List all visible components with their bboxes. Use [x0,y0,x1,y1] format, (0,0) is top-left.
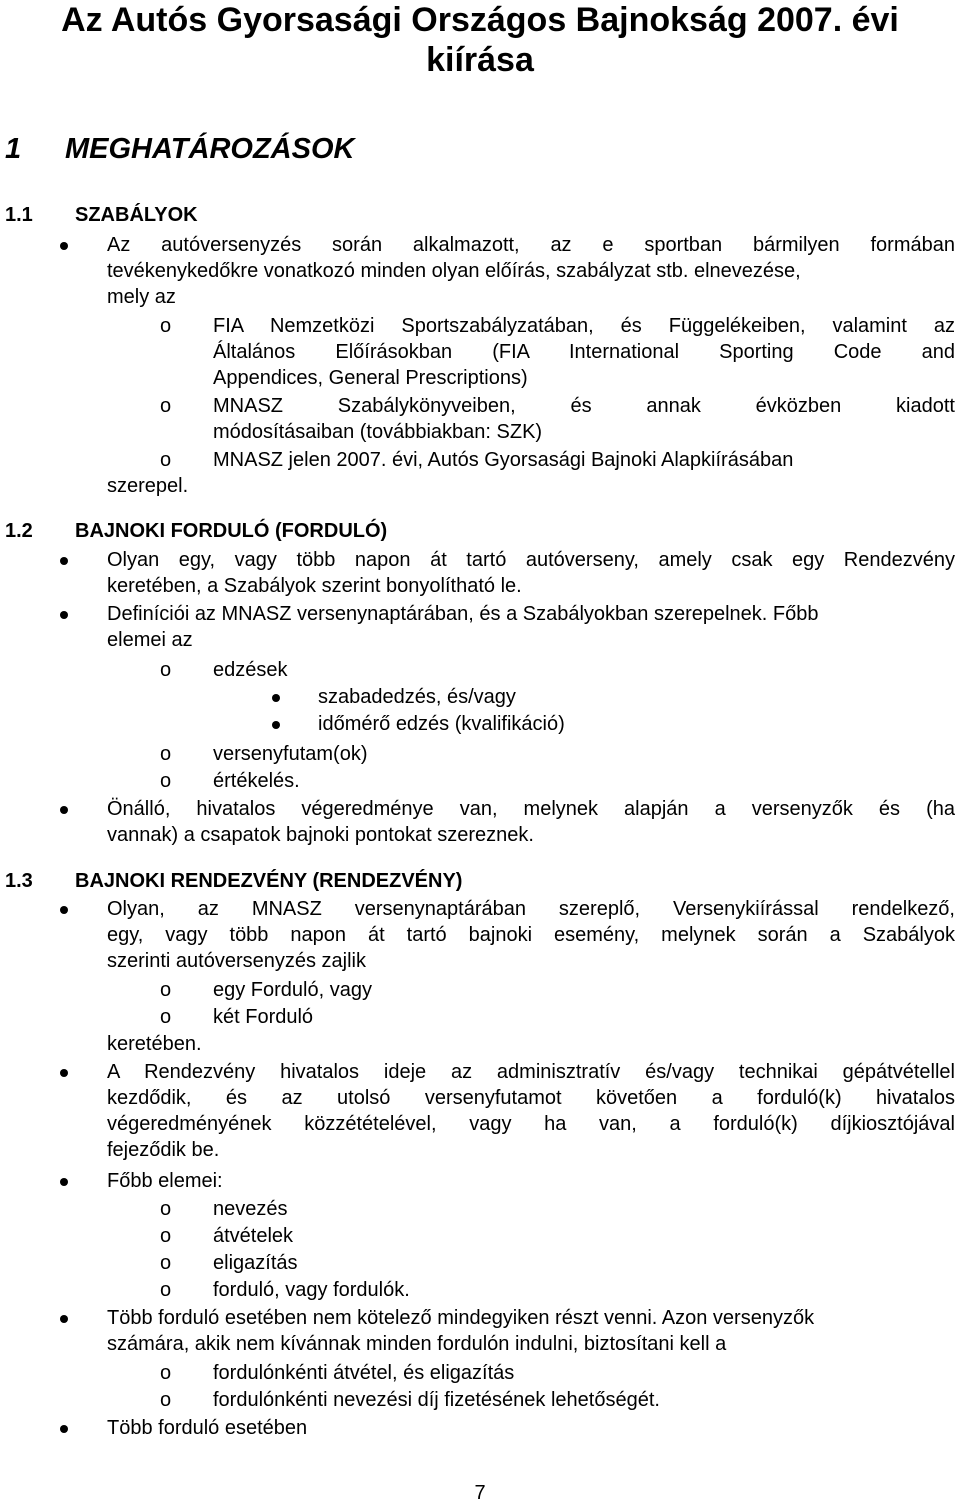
bullet-icon [60,557,68,565]
title-line-1: Az Autós Gyorsasági Országos Bajnokság 2007. évi [61,1,899,39]
bullet-icon [272,721,280,729]
bullet-icon [60,1178,68,1186]
section-title: SZABÁLYOK [75,204,198,226]
circle-bullet-icon: o [160,395,172,417]
paragraph-line: Több forduló esetében nem kötelező mindegyiken részt venni. Azon versenyzők [107,1307,815,1329]
bullet-icon [60,906,68,914]
bullet-icon [60,806,68,814]
paragraph-line: fejeződik be. [107,1139,220,1161]
section-number: 1.2 [5,520,33,542]
section-1-2-heading [5,518,387,544]
sub-list-item-line: szabadedzés, és/vagy [318,686,516,708]
section-1-3-heading [5,868,462,894]
bullet-icon [60,1425,68,1433]
list-item-line: eligazítás [213,1252,298,1274]
circle-bullet-icon: o [160,1362,172,1384]
paragraph-line: Olyan egy, vagy több napon át tartó autóverseny, amely csak egy Rendezvény [107,549,955,571]
list-item-line: edzések [213,659,288,681]
circle-bullet-icon: o [160,770,172,792]
bullet-icon [60,1069,68,1077]
section-title: BAJNOKI RENDEZVÉNY (RENDEZVÉNY) [75,870,463,892]
circle-bullet-icon: o [160,1279,172,1301]
paragraph-line: mely az [107,286,176,308]
circle-bullet-icon: o [160,979,172,1001]
circle-bullet-icon: o [160,659,172,681]
list-item-line: Általános Előírásokban (FIA International Sporting Code and [213,341,955,363]
section-title: BAJNOKI FORDULÓ (FORDULÓ) [75,520,388,542]
document-title [0,0,960,80]
paragraph-line: szerepel. [107,475,189,497]
list-item-line: FIA Nemzetközi Sportszabályzatában, és Függelékeiben, valamint az [213,315,955,337]
circle-bullet-icon: o [160,1389,172,1411]
circle-bullet-icon: o [160,1252,172,1274]
paragraph-line: Olyan, az MNASZ versenynaptárában szereplő, Versenykiírással rendelkező, [107,898,955,920]
list-item-line: nevezés [213,1198,288,1220]
paragraph-line: kezdődik, és az utolsó versenyfutamot követően a forduló(k) hivatalos [107,1087,955,1109]
list-item-line: módosításaiban (továbbiakban: SZK) [213,421,543,443]
circle-bullet-icon: o [160,1225,172,1247]
paragraph-line: tevékenykedőkre vonatkozó minden olyan előírás, szabályzat stb. elnevezése, [107,260,801,282]
list-item-line: forduló, vagy fordulók. [213,1279,410,1301]
circle-bullet-icon: o [160,1198,172,1220]
paragraph-line: Definíciói az MNASZ versenynaptárában, és a Szabályokban szerepelnek. Főbb [107,603,819,625]
paragraph-line: Több forduló esetében [107,1417,308,1439]
bullet-icon [272,694,280,702]
list-item-line: MNASZ jelen 2007. évi, Autós Gyorsasági Bajnoki Alapkiírásában [213,449,794,471]
circle-bullet-icon: o [160,1006,172,1028]
chapter-title: MEGHATÁROZÁSOK [65,133,355,165]
page-number: 7 [474,1482,486,1504]
paragraph-line: keretében. [107,1033,202,1055]
bullet-icon [60,242,68,250]
paragraph-line: elemei az [107,629,193,651]
list-item-line: átvételek [213,1225,294,1247]
bullet-icon [60,1315,68,1323]
circle-bullet-icon: o [160,315,172,337]
list-item-line: MNASZ Szabálykönyveiben, és annak évközben kiadott [213,395,955,417]
paragraph-line: számára, akik nem kívánnak minden fordulón indulni, biztosítani kell a [107,1333,727,1355]
section-1-1-heading [5,202,198,228]
section-number: 1.1 [5,204,33,226]
list-item-line: két Forduló [213,1006,314,1028]
paragraph-line: A Rendezvény hivatalos ideje az adminisztratív és/vagy technikai gépátvétellel [107,1061,955,1083]
paragraph-line: vannak) a csapatok bajnoki pontokat szereznek. [107,824,534,846]
title-line-2: kiírása [426,41,534,79]
list-item-line: fordulónkénti átvétel, és eligazítás [213,1362,515,1384]
bullet-icon [60,611,68,619]
paragraph-line: Főbb elemei: [107,1170,223,1192]
list-item-line: értékelés. [213,770,300,792]
paragraph-line: szerinti autóversenyzés zajlik [107,950,366,972]
circle-bullet-icon: o [160,449,172,471]
chapter-heading [5,132,354,166]
circle-bullet-icon: o [160,743,172,765]
list-item-line: Appendices, General Prescriptions) [213,367,528,389]
paragraph-line: egy, vagy több napon át tartó bajnoki esemény, melynek során a Szabályok [107,924,955,946]
list-item-line: fordulónkénti nevezési díj fizetésének lehetőségét. [213,1389,660,1411]
chapter-number: 1 [5,133,22,165]
paragraph-line: keretében, a Szabályok szerint bonyolítható le. [107,575,522,597]
paragraph-line: végeredményének közzétételével, vagy ha van, a forduló(k) díjkiosztójával [107,1113,955,1135]
sub-list-item-line: időmérő edzés (kvalifikáció) [318,713,565,735]
paragraph-line: Az autóversenyzés során alkalmazott, az e sportban bármilyen formában [107,234,955,256]
list-item-line: egy Forduló, vagy [213,979,372,1001]
paragraph-line: Önálló, hivatalos végeredménye van, melynek alapján a versenyzők és (ha [107,798,955,820]
list-item-line: versenyfutam(ok) [213,743,368,765]
section-number: 1.3 [5,870,33,892]
